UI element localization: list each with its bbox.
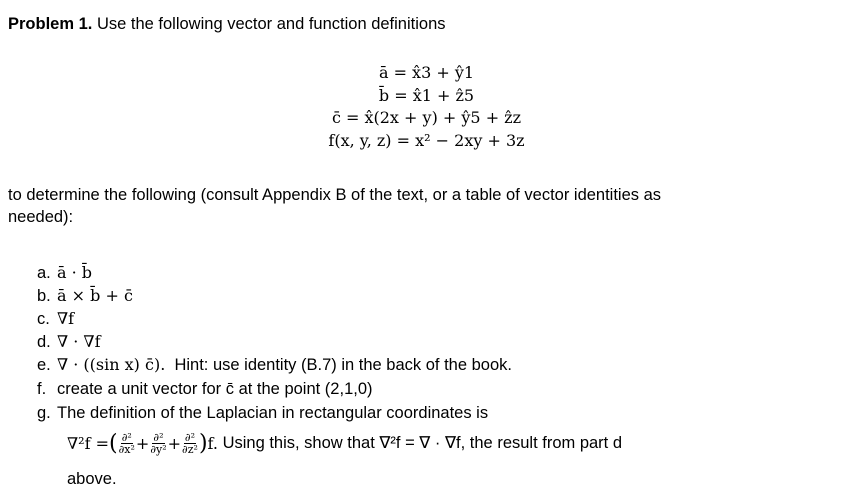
equation-b: b̄ = x̂1 + ẑ5 <box>378 85 475 105</box>
open-paren: ( <box>109 430 118 456</box>
laplacian-after: f. <box>207 433 218 453</box>
partial-y-fraction: $\frac{\text{∂²}}{\text{∂y²}}$ <box>150 430 167 456</box>
list-item-c: c. ∇f <box>37 309 75 328</box>
list-item-f: f. create a unit vector for c̄ at the point (2,1,0) <box>37 380 373 398</box>
list-item-a: a. ā · b̄ <box>37 263 93 282</box>
definitions-block <box>0 62 853 152</box>
list-item-e: e. ∇ · ((sin x) c̄). Hint: use identity (B.7) in the back of the book. <box>37 355 512 374</box>
partial-z-fraction: $\frac{\text{∂²}}{\text{∂z²}}$ <box>182 430 198 456</box>
laplacian-continuation: above. <box>67 470 117 488</box>
list-item-g: g. The definition of the Laplacian in rectangular coordinates is <box>37 404 489 422</box>
problem-label: Problem 1. <box>8 15 93 33</box>
instructions-line-1: to determine the following (consult Appendix B of the text, or a table of vector identities as <box>8 186 662 204</box>
problem-heading <box>8 15 446 34</box>
equation-f: f(x, y, z) = x² − 2xy + 3z <box>328 130 525 150</box>
laplacian-definition: ∇²f = ( $\frac{\text{∂²}}{\text{∂x²}}$ + $\frac{\text{∂²}}{\text{∂y²}}$ + $\frac{\text{∂²}}{\text{∂z²}}$ ) f. Using this, show that ∇²f = ∇ · ∇f, the result from part d <box>67 430 623 456</box>
close-paren: ) <box>198 430 208 456</box>
laplacian-instruction: Using this, show that ∇²f = ∇ · ∇f, the result from part d <box>222 434 623 452</box>
partial-x-fraction: $\frac{\text{∂²}}{\text{∂x²}}$ <box>118 430 135 456</box>
list-item-b: b. ā × b̄ + c̄ <box>37 286 133 305</box>
problem-intro: Use the following vector and function definitions <box>96 15 446 33</box>
laplacian-lhs: ∇²f = <box>67 433 109 453</box>
equation-c: c̄ = x̂(2x + y) + ŷ5 + ẑz <box>331 108 522 127</box>
instructions-line-2: needed): <box>8 208 74 226</box>
list-item-d: d. ∇ · ∇f <box>37 332 101 351</box>
equation-a: ā = x̂3 + ŷ1 <box>378 63 475 82</box>
